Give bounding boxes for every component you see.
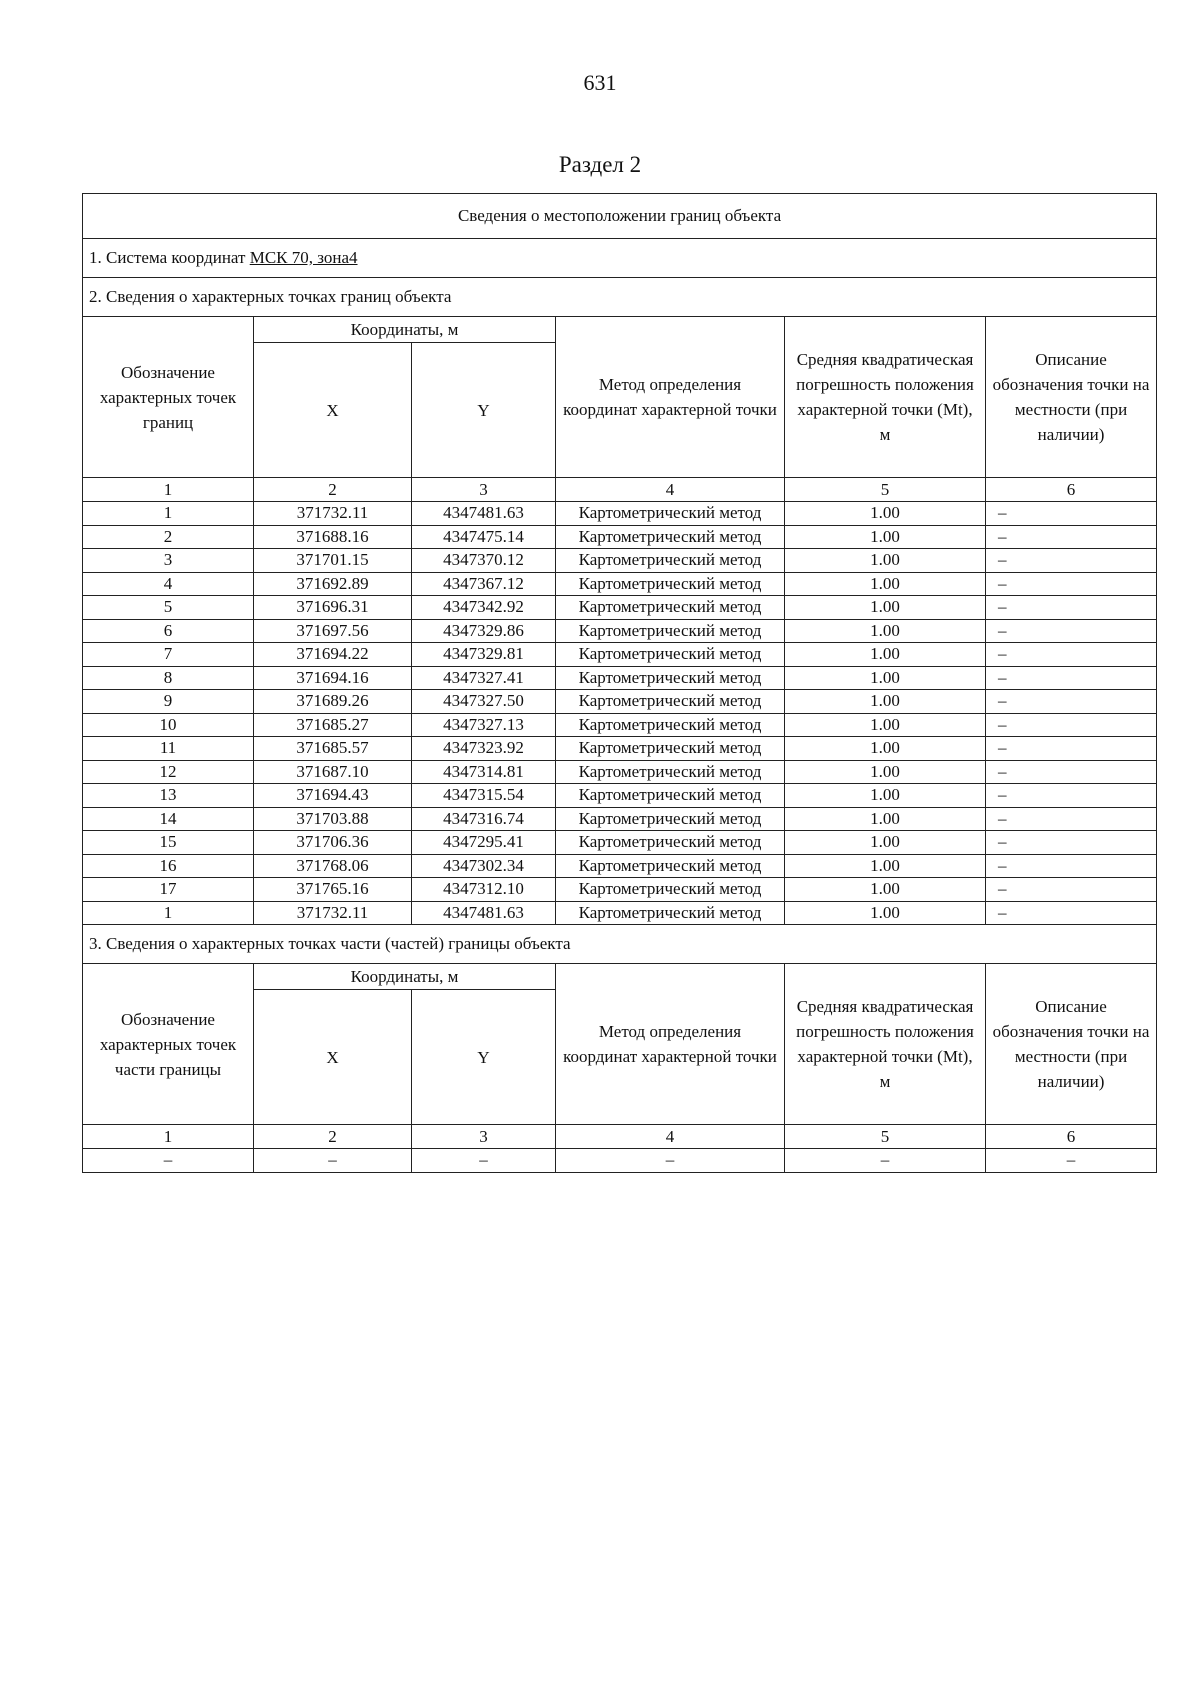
method-cell: Картометрический метод: [556, 549, 785, 573]
method-cell: Картометрический метод: [556, 760, 785, 784]
description-cell: –: [986, 878, 1157, 902]
error-cell: 1.00: [785, 643, 986, 667]
x-cell: 371706.36: [254, 831, 412, 855]
point-id-cell: 6: [83, 619, 254, 643]
method-cell: Картометрический метод: [556, 807, 785, 831]
method-cell: Картометрический метод: [556, 666, 785, 690]
x-cell: 371687.10: [254, 760, 412, 784]
header-y: Y: [412, 343, 556, 478]
point-id-cell: 1: [83, 502, 254, 526]
y-cell: 4347327.41: [412, 666, 556, 690]
description-cell: –: [986, 666, 1157, 690]
y-cell: 4347302.34: [412, 854, 556, 878]
col-number: 3: [412, 478, 556, 502]
description-cell: –: [986, 784, 1157, 808]
parts-header-designation: Обозначение характерных точек части границы: [83, 964, 254, 1125]
y-cell: 4347329.81: [412, 643, 556, 667]
method-cell: Картометрический метод: [556, 713, 785, 737]
x-cell: 371768.06: [254, 854, 412, 878]
col-number: 6: [986, 1125, 1157, 1149]
y-cell: 4347481.63: [412, 901, 556, 925]
error-cell: 1.00: [785, 831, 986, 855]
point-id-cell: 10: [83, 713, 254, 737]
x-cell: 371703.88: [254, 807, 412, 831]
y-cell: 4347312.10: [412, 878, 556, 902]
description-cell: –: [986, 690, 1157, 714]
y-cell: 4347475.14: [412, 525, 556, 549]
col-number: 4: [556, 1125, 785, 1149]
x-cell: –: [254, 1149, 412, 1173]
method-cell: Картометрический метод: [556, 737, 785, 761]
error-cell: 1.00: [785, 807, 986, 831]
point-id-cell: 11: [83, 737, 254, 761]
point-id-cell: –: [83, 1149, 254, 1173]
point-id-cell: 17: [83, 878, 254, 902]
error-cell: 1.00: [785, 713, 986, 737]
col-number: 2: [254, 1125, 412, 1149]
y-cell: 4347327.50: [412, 690, 556, 714]
y-cell: 4347295.41: [412, 831, 556, 855]
parts-header-method: Метод определения координат характерной точки: [556, 964, 785, 1125]
method-cell: Картометрический метод: [556, 854, 785, 878]
parts-heading: 3. Сведения о характерных точках части (частей) границы объекта: [83, 925, 1157, 964]
error-cell: 1.00: [785, 901, 986, 925]
description-cell: –: [986, 619, 1157, 643]
point-id-cell: 12: [83, 760, 254, 784]
col-number: 5: [785, 1125, 986, 1149]
x-cell: 371685.27: [254, 713, 412, 737]
method-cell: –: [556, 1149, 785, 1173]
error-cell: 1.00: [785, 737, 986, 761]
table-title: Сведения о местоположении границ объекта: [83, 194, 1157, 239]
table-row: [83, 760, 1157, 784]
table-row: [83, 854, 1157, 878]
y-cell: 4347327.13: [412, 713, 556, 737]
col-number: 6: [986, 478, 1157, 502]
table-row: [83, 737, 1157, 761]
error-cell: 1.00: [785, 666, 986, 690]
error-cell: –: [785, 1149, 986, 1173]
error-cell: 1.00: [785, 525, 986, 549]
x-cell: 371697.56: [254, 619, 412, 643]
error-cell: 1.00: [785, 854, 986, 878]
error-cell: 1.00: [785, 784, 986, 808]
header-description: Описание обозначения точки на местности (при наличии): [986, 317, 1157, 478]
section-title: Раздел 2: [558, 152, 642, 177]
description-cell: –: [986, 572, 1157, 596]
description-cell: –: [986, 901, 1157, 925]
col-number: 5: [785, 478, 986, 502]
description-cell: –: [986, 760, 1157, 784]
method-cell: Картометрический метод: [556, 831, 785, 855]
table-row: [83, 502, 1157, 526]
point-id-cell: 7: [83, 643, 254, 667]
table-row: [83, 666, 1157, 690]
x-cell: 371685.57: [254, 737, 412, 761]
method-cell: Картометрический метод: [556, 525, 785, 549]
point-id-cell: 8: [83, 666, 254, 690]
method-cell: Картометрический метод: [556, 901, 785, 925]
table-row: [83, 643, 1157, 667]
table-row: [83, 690, 1157, 714]
description-cell: –: [986, 1149, 1157, 1173]
x-cell: 371689.26: [254, 690, 412, 714]
point-id-cell: 9: [83, 690, 254, 714]
col-number: 1: [83, 478, 254, 502]
page-number: 631: [583, 70, 617, 95]
method-cell: Картометрический метод: [556, 572, 785, 596]
error-cell: 1.00: [785, 760, 986, 784]
point-id-cell: 5: [83, 596, 254, 620]
coord-system-row: [83, 239, 1157, 278]
description-cell: –: [986, 596, 1157, 620]
table-row: [83, 878, 1157, 902]
point-id-cell: 15: [83, 831, 254, 855]
error-cell: 1.00: [785, 878, 986, 902]
error-cell: 1.00: [785, 596, 986, 620]
method-cell: Картометрический метод: [556, 643, 785, 667]
x-cell: 371694.22: [254, 643, 412, 667]
description-cell: –: [986, 831, 1157, 855]
col-number: 2: [254, 478, 412, 502]
table-row: [83, 713, 1157, 737]
y-cell: 4347370.12: [412, 549, 556, 573]
method-cell: Картометрический метод: [556, 784, 785, 808]
parts-column-numbers-row: [83, 1125, 1157, 1149]
col-number: 3: [412, 1125, 556, 1149]
error-cell: 1.00: [785, 690, 986, 714]
description-cell: –: [986, 549, 1157, 573]
parts-header-x: X: [254, 990, 412, 1125]
description-cell: –: [986, 525, 1157, 549]
point-id-cell: 14: [83, 807, 254, 831]
y-cell: 4347367.12: [412, 572, 556, 596]
method-cell: Картометрический метод: [556, 878, 785, 902]
description-cell: –: [986, 807, 1157, 831]
error-cell: 1.00: [785, 549, 986, 573]
coord-system-label: 1. Система координат: [89, 248, 250, 267]
y-cell: 4347329.86: [412, 619, 556, 643]
point-id-cell: 13: [83, 784, 254, 808]
parts-header-coords: Координаты, м: [254, 964, 556, 990]
method-cell: Картометрический метод: [556, 596, 785, 620]
x-cell: 371732.11: [254, 901, 412, 925]
description-cell: –: [986, 737, 1157, 761]
x-cell: 371732.11: [254, 502, 412, 526]
parts-table-row: [83, 1149, 1157, 1173]
x-cell: 371694.43: [254, 784, 412, 808]
x-cell: 371694.16: [254, 666, 412, 690]
description-cell: –: [986, 713, 1157, 737]
method-cell: Картометрический метод: [556, 619, 785, 643]
description-cell: –: [986, 643, 1157, 667]
method-cell: Картометрический метод: [556, 690, 785, 714]
table-row: [83, 549, 1157, 573]
method-cell: Картометрический метод: [556, 502, 785, 526]
table-row: [83, 901, 1157, 925]
y-cell: 4347342.92: [412, 596, 556, 620]
header-method: Метод определения координат характерной точки: [556, 317, 785, 478]
description-cell: –: [986, 502, 1157, 526]
y-cell: 4347323.92: [412, 737, 556, 761]
parts-header-y: Y: [412, 990, 556, 1125]
error-cell: 1.00: [785, 502, 986, 526]
x-cell: 371688.16: [254, 525, 412, 549]
table-row: [83, 831, 1157, 855]
error-cell: 1.00: [785, 619, 986, 643]
header-x: X: [254, 343, 412, 478]
error-cell: 1.00: [785, 572, 986, 596]
y-cell: 4347315.54: [412, 784, 556, 808]
parts-header-description: Описание обозначения точки на местности (при наличии): [986, 964, 1157, 1125]
col-number: 4: [556, 478, 785, 502]
column-numbers-row: [83, 478, 1157, 502]
x-cell: 371765.16: [254, 878, 412, 902]
col-number: 1: [83, 1125, 254, 1149]
x-cell: 371696.31: [254, 596, 412, 620]
x-cell: 371701.15: [254, 549, 412, 573]
y-cell: –: [412, 1149, 556, 1173]
boundary-table: [82, 193, 1157, 1173]
table-row: [83, 525, 1157, 549]
table-row: [83, 784, 1157, 808]
table-row: [83, 807, 1157, 831]
table-row: [83, 572, 1157, 596]
point-id-cell: 3: [83, 549, 254, 573]
coord-system-value: МСК 70, зона4: [249, 248, 358, 267]
point-id-cell: 4: [83, 572, 254, 596]
header-coords: Координаты, м: [254, 317, 556, 343]
point-id-cell: 1: [83, 901, 254, 925]
header-designation: Обозначение характерных точек границ: [83, 317, 254, 478]
description-cell: –: [986, 854, 1157, 878]
y-cell: 4347314.81: [412, 760, 556, 784]
table-row: [83, 619, 1157, 643]
y-cell: 4347481.63: [412, 502, 556, 526]
y-cell: 4347316.74: [412, 807, 556, 831]
x-cell: 371692.89: [254, 572, 412, 596]
table-row: [83, 596, 1157, 620]
header-error: Средняя квадратическая погрешность положения характерной точки (Мt), м: [785, 317, 986, 478]
point-id-cell: 16: [83, 854, 254, 878]
point-id-cell: 2: [83, 525, 254, 549]
points-heading: 2. Сведения о характерных точках границ объекта: [83, 278, 1157, 317]
parts-header-error: Средняя квадратическая погрешность положения характерной точки (Мt), м: [785, 964, 986, 1125]
